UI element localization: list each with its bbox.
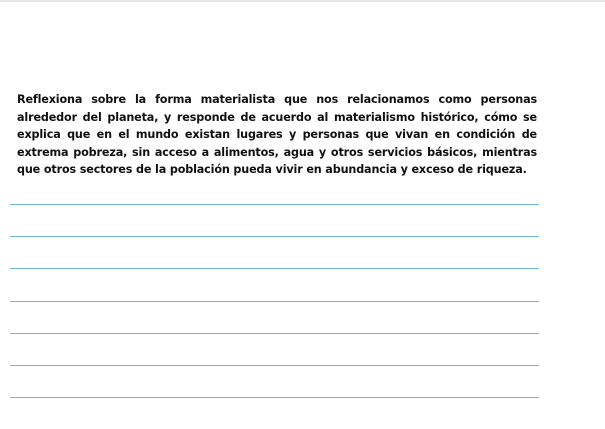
answer-line-5[interactable] — [10, 333, 539, 334]
answer-line-1[interactable] — [10, 204, 539, 205]
answer-line-4[interactable] — [10, 301, 539, 302]
question-prompt: Reflexiona sobre la forma materialista que nos relacionamos como personas alrededor del planeta, y responde de acuerdo al materialismo histórico, cómo se explica que en el mundo existan lugares y personas que vivan en condición de extrema pobreza, sin acceso a alimentos, agua y otros servicios básicos, mientras que otros sectores de la población pueda vivir en abundancia y exceso de riqueza. — [17, 93, 537, 177]
answer-line-2[interactable] — [10, 236, 539, 237]
answer-lines[interactable] — [10, 0, 539, 429]
answer-line-3[interactable] — [10, 268, 539, 269]
answer-line-6[interactable] — [10, 365, 539, 366]
answer-line-7[interactable] — [10, 397, 539, 398]
